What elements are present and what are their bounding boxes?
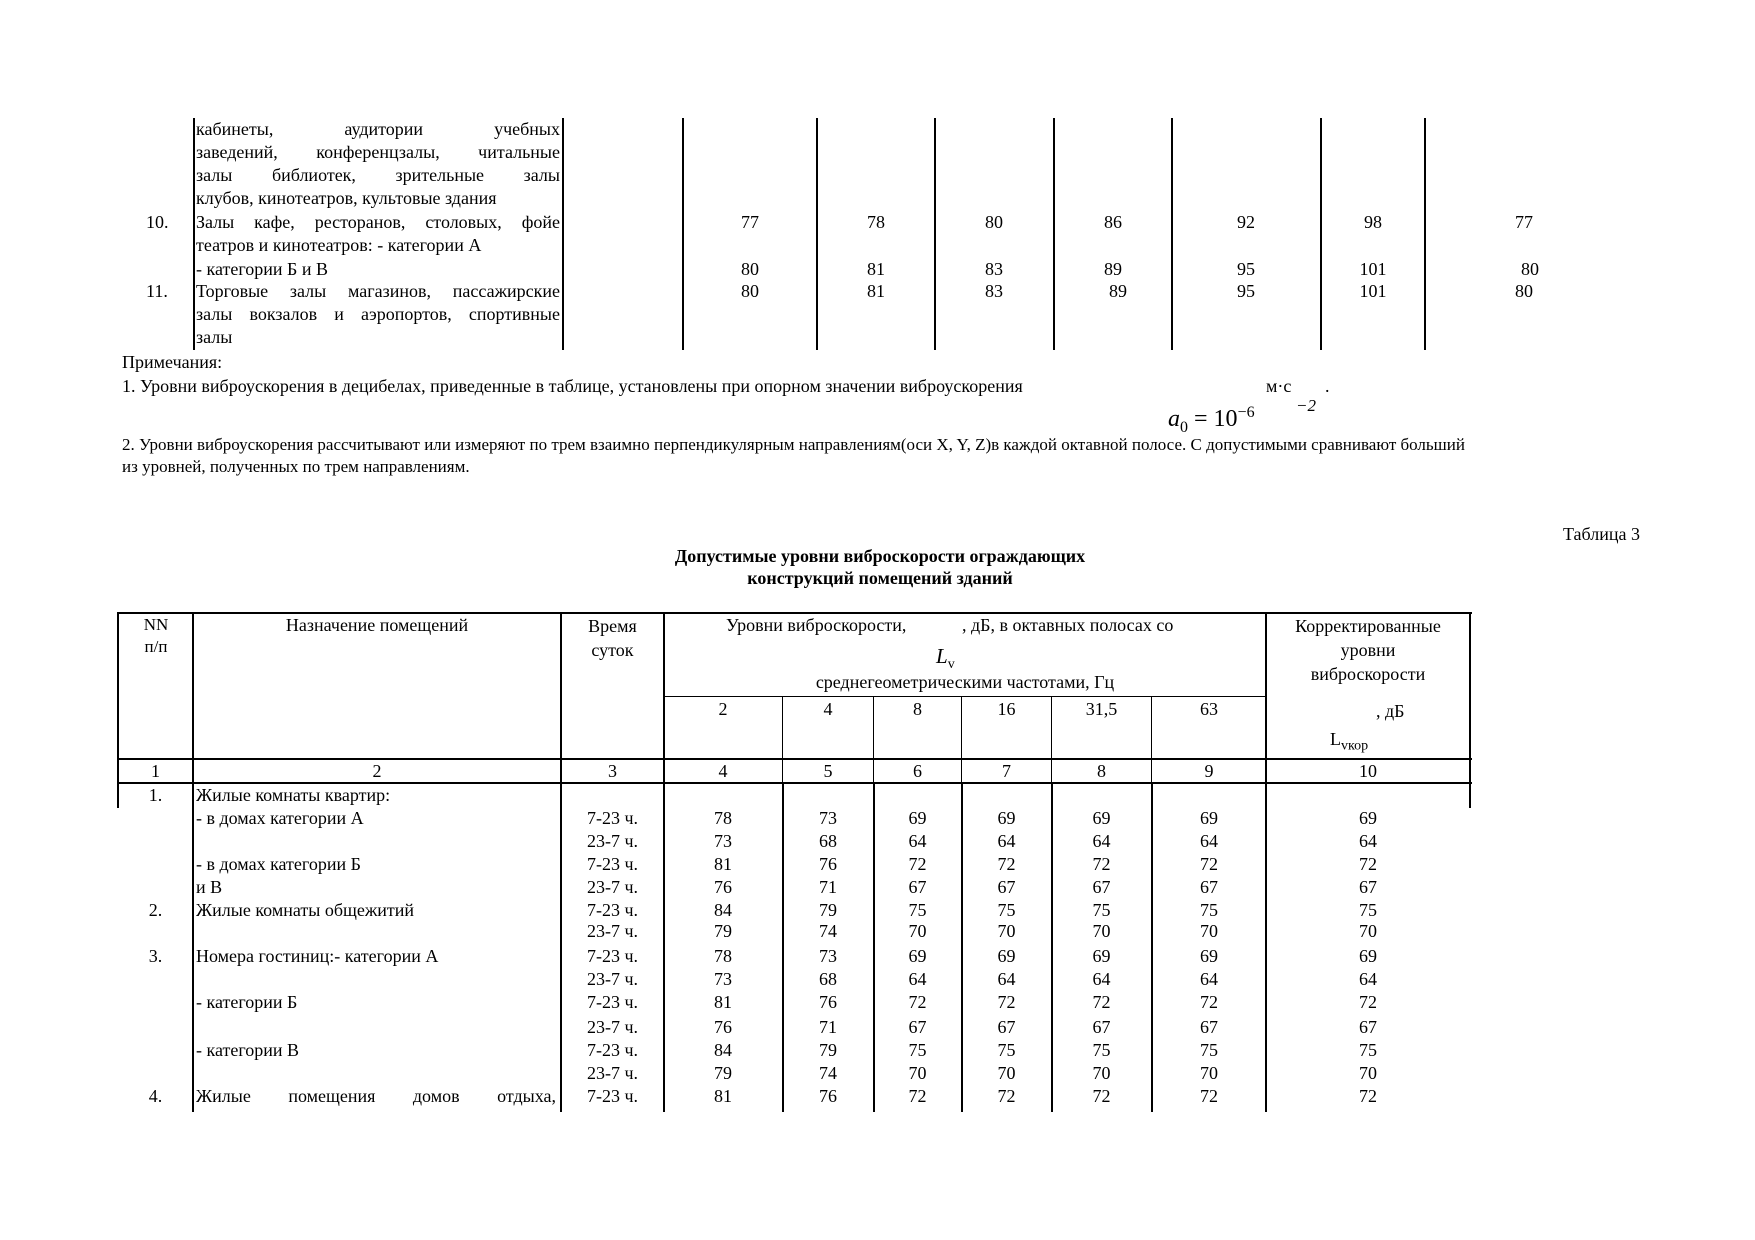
row-time: 23-7 ч. [586, 877, 639, 897]
column-number: 7 [1002, 761, 1011, 781]
row-time: 7-23 ч. [586, 854, 639, 874]
header-time-line: суток [591, 640, 634, 660]
value-cell: 72 [1092, 992, 1111, 1012]
value-cell: 67 [1092, 877, 1111, 897]
value-cell: 73 [714, 969, 732, 989]
value-cell: 64 [1200, 831, 1218, 851]
freq-label: 8 [913, 699, 922, 719]
row-time: 7-23 ч. [586, 808, 639, 828]
value-cell: 77 [1515, 212, 1533, 232]
value-cell: 77 [741, 212, 759, 232]
value-cell: 81 [867, 281, 885, 301]
row-number: 1. [148, 785, 163, 805]
value-cell: 78 [714, 808, 732, 828]
value-cell: 95 [1237, 259, 1255, 279]
value-cell: 101 [1359, 259, 1387, 279]
value-cell: 98 [1364, 212, 1382, 232]
value-cell: 67 [1359, 877, 1377, 897]
value-cell: 92 [1237, 212, 1255, 232]
unit-exponent: −2 [1296, 396, 1316, 415]
value-cell: 72 [1200, 854, 1218, 874]
row-description: Жилые помещения домов отдыха, [196, 1086, 556, 1106]
row-number: 4. [148, 1086, 163, 1106]
value-cell: 74 [819, 921, 837, 941]
row-description: и В [196, 877, 223, 897]
top-rule-7 [1171, 118, 1173, 350]
value-cell: 75 [908, 900, 927, 920]
row-time: 23-7 ч. [586, 831, 639, 851]
row-time: 23-7 ч. [586, 1017, 639, 1037]
value-cell: 70 [908, 1063, 927, 1083]
value-cell: 76 [819, 854, 837, 874]
value-cell: 67 [1200, 1017, 1218, 1037]
value-cell: 69 [997, 946, 1016, 966]
value-cell: 64 [997, 831, 1016, 851]
value-cell: 68 [819, 969, 837, 989]
row-time: 7-23 ч. [586, 1040, 639, 1060]
formula-equals: = 10 [1188, 406, 1238, 432]
value-cell: 74 [819, 1063, 837, 1083]
value-cell: 69 [1359, 946, 1377, 966]
value-cell: 67 [1092, 1017, 1111, 1037]
value-cell: 64 [1359, 969, 1377, 989]
top-rule-6 [1053, 118, 1055, 350]
value-cell: 64 [1359, 831, 1377, 851]
row-description: - категории В [196, 1040, 300, 1060]
value-cell: 79 [714, 1063, 732, 1083]
row-description: - категории Б [196, 992, 298, 1012]
header-corrected-line: виброскорости [1310, 664, 1426, 684]
value-cell: 76 [714, 1017, 732, 1037]
desc-line: Торговые залы магазинов, пассажирские [196, 281, 560, 301]
value-cell: 69 [908, 808, 927, 828]
cont-line: кабинеты, аудитории учебных [196, 119, 560, 139]
header-corrected-line: Корректированные [1295, 616, 1441, 636]
row-time: 23-7 ч. [586, 921, 639, 941]
value-cell: 64 [1092, 831, 1111, 851]
value-cell: 79 [819, 1040, 837, 1060]
top-rule-3 [682, 118, 684, 350]
value-cell: 72 [1359, 854, 1377, 874]
value-cell: 67 [1200, 877, 1218, 897]
note-2-line-1: 2. Уровни виброускорения рассчитывают или измеряют по трем взаимно перпендикулярным направлениям(оси X, Y, Z)в каждой октавной полосе. С допустимыми сравнивают больший [122, 435, 1465, 454]
value-cell: 73 [819, 808, 837, 828]
value-cell: 71 [819, 877, 837, 897]
value-cell: 70 [1359, 921, 1377, 941]
value-cell: 72 [1092, 1086, 1111, 1106]
value-cell: 72 [1200, 1086, 1218, 1106]
column-number: 2 [372, 761, 382, 781]
value-cell: 67 [1359, 1017, 1377, 1037]
value-cell: 72 [908, 854, 927, 874]
freq-label: 31,5 [1085, 699, 1118, 719]
row-time: 23-7 ч. [586, 1063, 639, 1083]
value-cell: 69 [1092, 808, 1111, 828]
row-time: 23-7 ч. [586, 969, 639, 989]
title-line: Допустимые уровни виброскорости ограждающих [674, 546, 1086, 566]
row-description: - в домах категории Б [196, 854, 361, 874]
row-description [196, 280, 560, 349]
value-cell: 95 [1237, 281, 1255, 301]
value-cell: 80 [1521, 259, 1539, 279]
value-cell: 84 [714, 1040, 732, 1060]
value-cell: 81 [714, 854, 732, 874]
row-description [196, 258, 560, 281]
row-description [196, 211, 560, 257]
value-cell: 83 [985, 281, 1003, 301]
freq-header-rule [663, 696, 1267, 697]
levels-symbol: L [936, 644, 948, 668]
cont-line: клубов, кинотеатров, культовые здания [196, 188, 497, 208]
desc-line: залы вокзалов и аэропортов, спортивные [196, 304, 560, 324]
value-cell: 80 [741, 281, 759, 301]
value-cell: 89 [1104, 259, 1122, 279]
header-time [562, 614, 663, 662]
value-cell: 67 [997, 1017, 1016, 1037]
header-nn [119, 614, 193, 658]
value-cell: 67 [997, 877, 1016, 897]
value-cell: 69 [908, 946, 927, 966]
row-description: Жилые комнаты общежитий [196, 900, 415, 920]
value-cell: 76 [819, 1086, 837, 1106]
value-cell: 101 [1359, 281, 1387, 301]
value-cell: 75 [1092, 1040, 1111, 1060]
header-time-line: Время [588, 616, 637, 636]
table-label: Таблица 3 [1563, 524, 1640, 544]
value-cell: 69 [1200, 946, 1218, 966]
value-cell: 67 [908, 877, 927, 897]
value-cell: 76 [819, 992, 837, 1012]
value-cell: 75 [1200, 900, 1218, 920]
corrected-symbol-sub: vкор [1341, 738, 1369, 754]
value-cell: 86 [1104, 212, 1122, 232]
column-number: 3 [608, 761, 617, 781]
row-number: 10. [146, 212, 169, 232]
top-rule-5 [934, 118, 936, 350]
row-description: - в домах категории А [196, 808, 364, 828]
value-cell: 70 [997, 1063, 1016, 1083]
value-cell: 70 [1200, 921, 1218, 941]
cont-line: залы библиотек, зрительные залы [196, 165, 560, 185]
row-time: 7-23 ч. [586, 1086, 639, 1106]
top-rule-1 [193, 118, 195, 350]
value-cell: 78 [714, 946, 732, 966]
column-number: 10 [1359, 761, 1377, 781]
corrected-symbol: L [1330, 729, 1341, 749]
title-line: конструкций помещений зданий [747, 568, 1013, 588]
row-description: Номера гостиниц:- категории А [196, 946, 439, 966]
value-cell: 75 [1359, 1040, 1377, 1060]
formula-symbol: a [1168, 406, 1180, 432]
value-cell: 81 [714, 992, 732, 1012]
note-2-line-2: из уровней, полученных по трем направлениям. [122, 457, 470, 476]
note-1: 1. Уровни виброускорения в децибелах, приведенные в таблице, установлены при опорном значении виброускорения [122, 376, 1023, 396]
top-cont-description [196, 118, 560, 210]
top-rule-4 [816, 118, 818, 350]
column-number: 5 [823, 761, 833, 781]
header-nn-line: NN [143, 615, 169, 634]
header-levels-unit: , дБ, в октавных полосах со [962, 615, 1174, 635]
value-cell: 73 [714, 831, 732, 851]
value-cell: 81 [714, 1086, 732, 1106]
value-cell: 72 [1359, 992, 1377, 1012]
header-corrected-symbol [1330, 728, 1368, 758]
column-number: 8 [1097, 761, 1106, 781]
row-description: Жилые комнаты квартир: [196, 785, 391, 805]
value-cell: 72 [908, 1086, 927, 1106]
row-time: 7-23 ч. [586, 900, 639, 920]
note-1-unit: м·с [1266, 376, 1292, 396]
notes-title: Примечания: [122, 352, 223, 372]
freq-label: 4 [823, 699, 833, 719]
column-number: 4 [718, 761, 728, 781]
top-rule-9 [1424, 118, 1426, 350]
row-number: 2. [148, 900, 163, 920]
cont-line: заведений, конференцзалы, читальные [196, 142, 560, 162]
value-cell: 64 [1200, 969, 1218, 989]
value-cell: 80 [985, 212, 1003, 232]
value-cell: 75 [997, 900, 1016, 920]
value-cell: 75 [997, 1040, 1016, 1060]
value-cell: 68 [819, 831, 837, 851]
value-cell: 64 [908, 969, 927, 989]
formula-subscript: 0 [1180, 418, 1188, 436]
value-cell: 73 [819, 946, 837, 966]
top-rule-8 [1320, 118, 1322, 350]
value-cell: 64 [908, 831, 927, 851]
value-cell: 72 [997, 854, 1016, 874]
value-cell: 78 [867, 212, 885, 232]
row-number: 3. [148, 946, 163, 966]
value-cell: 89 [1109, 281, 1127, 301]
value-cell: 69 [1359, 808, 1377, 828]
value-cell: 64 [1092, 969, 1111, 989]
header-purpose: Назначение помещений [285, 615, 469, 635]
value-cell: 72 [1359, 1086, 1377, 1106]
row-number: 11. [146, 281, 168, 301]
column-number: 1 [151, 761, 160, 781]
value-cell: 75 [1200, 1040, 1218, 1060]
header-corrected [1267, 614, 1469, 686]
value-cell: 75 [908, 1040, 927, 1060]
column-number: 6 [913, 761, 922, 781]
value-cell: 70 [1200, 1063, 1218, 1083]
value-cell: 75 [1092, 900, 1111, 920]
desc-line: залы [196, 327, 233, 347]
header-levels-line-2: среднегеометрическими частотами, Гц [815, 672, 1115, 692]
value-cell: 79 [819, 900, 837, 920]
table-title [560, 545, 1200, 589]
value-cell: 70 [1092, 1063, 1111, 1083]
desc-line: - категории Б и В [196, 259, 329, 279]
value-cell: 72 [997, 1086, 1016, 1106]
header-corrected-line: уровни [1340, 640, 1396, 660]
note-1-period: . [1325, 376, 1330, 396]
value-cell: 83 [985, 259, 1003, 279]
value-cell: 69 [1200, 808, 1218, 828]
top-rule-2 [562, 118, 564, 350]
header-corrected-unit: , дБ [1376, 701, 1405, 721]
value-cell: 80 [1515, 281, 1533, 301]
freq-label: 63 [1200, 699, 1218, 719]
value-cell: 70 [1359, 1063, 1377, 1083]
value-cell: 72 [1092, 854, 1111, 874]
value-cell: 70 [997, 921, 1016, 941]
value-cell: 64 [997, 969, 1016, 989]
value-cell: 72 [1200, 992, 1218, 1012]
header-levels: Уровни виброскорости, [726, 615, 907, 635]
value-cell: 81 [867, 259, 885, 279]
column-number: 9 [1204, 761, 1214, 781]
value-cell: 76 [714, 877, 732, 897]
header-nn-line: п/п [144, 637, 168, 656]
formula-exponent: −6 [1237, 404, 1255, 421]
value-cell: 72 [997, 992, 1016, 1012]
value-cell: 69 [997, 808, 1016, 828]
desc-line: театров и кинотеатров: - категории А [196, 235, 482, 255]
row-time: 7-23 ч. [586, 992, 639, 1012]
value-cell: 70 [1092, 921, 1111, 941]
row-time: 7-23 ч. [586, 946, 639, 966]
freq-label: 2 [718, 699, 728, 719]
value-cell: 79 [714, 921, 732, 941]
value-cell: 75 [1359, 900, 1377, 920]
value-cell: 84 [714, 900, 732, 920]
value-cell: 80 [741, 259, 759, 279]
value-cell: 70 [908, 921, 927, 941]
value-cell: 72 [908, 992, 927, 1012]
value-cell: 67 [908, 1017, 927, 1037]
freq-label: 16 [997, 699, 1016, 719]
value-cell: 71 [819, 1017, 837, 1037]
levels-symbol-sub: v [947, 657, 955, 673]
value-cell: 69 [1092, 946, 1111, 966]
desc-line: Залы кафе, ресторанов, столовых, фойе [196, 212, 560, 232]
